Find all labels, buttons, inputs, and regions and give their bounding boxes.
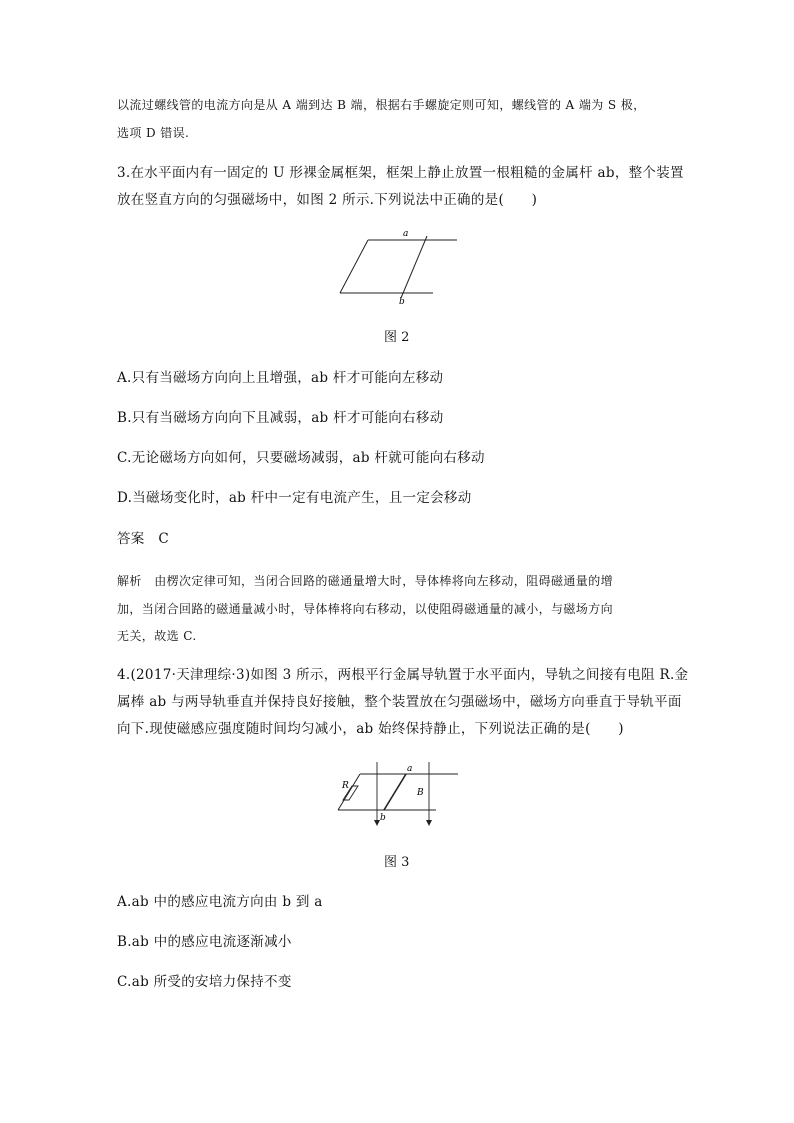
figure-2-caption: 图 2 (384, 330, 410, 345)
option-b: B.只有当磁场方向向下且减弱，ab 杆才可能向右移动 (117, 410, 444, 426)
analysis-text-line: 解析 由楞次定律可知，当闭合回路的磁通量增大时，导体棒将向左移动，阻碍磁通量的增 (117, 574, 614, 588)
question-3-stem: 放在竖直方向的匀强磁场中，如图 2 所示.下列说法中正确的是( ) (117, 192, 538, 208)
analysis-text-line: 加，当闭合回路的磁通量减小时，导体棒将向右移动，以使阻碍磁通量的减小，与磁场方向 (117, 602, 614, 616)
option-a: A.只有当磁场方向向上且增强，ab 杆才可能向左移动 (117, 370, 444, 386)
left-connector (338, 774, 360, 810)
figure-3-caption: 图 3 (384, 855, 410, 870)
answer-label: 答案 C (117, 531, 170, 547)
option-a: A.ab 中的感应电流方向由 b 到 a (117, 894, 323, 910)
option-c: C.无论磁场方向如何，只要磁场减弱，ab 杆就可能向右移动 (117, 450, 485, 466)
figure-3-diagram (330, 758, 470, 838)
explanation-text-line: 选项 D 错误. (117, 126, 190, 140)
option-c: C.ab 所受的安培力保持不变 (117, 974, 292, 990)
question-3-stem: 3.在水平面内有一固定的 U 形裸金属框架，框架上静止放置一根粗糙的金属杆 ab，整个装置 (117, 165, 684, 181)
field-arrow-right (426, 820, 432, 826)
analysis-text-line: 无关，故选 C. (117, 629, 197, 643)
label-b: b (399, 297, 405, 307)
question-4-stem: 属棒 ab 与两导轨垂直并保持良好接触，整个装置放在匀强磁场中，磁场方向垂直于导轨平面 (117, 694, 682, 710)
explanation-text-line: 以流过螺线管的电流方向是从 A 端到达 B 端，根据右手螺旋定则可知，螺线管的 A 端为 S 极， (117, 98, 646, 112)
left-rail (340, 240, 368, 293)
label-B: B (417, 788, 424, 798)
rod-ab (384, 774, 406, 810)
option-d: D.当磁场变化时，ab 杆中一定有电流产生，且一定会移动 (117, 490, 472, 506)
label-R: R (342, 781, 349, 791)
option-b: B.ab 中的感应电流逐渐减小 (117, 934, 292, 950)
figure-2-diagram (335, 228, 495, 308)
label-b: b (380, 813, 386, 823)
question-4-stem: 向下.现使磁感应强度随时间均匀减小，ab 始终保持静止，下列说法正确的是( ) (117, 721, 624, 737)
question-4-stem: 4.(2017·天津理综·3)如图 3 所示，两根平行金属导轨置于水平面内，导轨之间接有电阻 R.金 (117, 667, 689, 683)
rod-ab (401, 236, 427, 298)
label-a: a (407, 764, 413, 774)
label-a: a (403, 229, 409, 239)
